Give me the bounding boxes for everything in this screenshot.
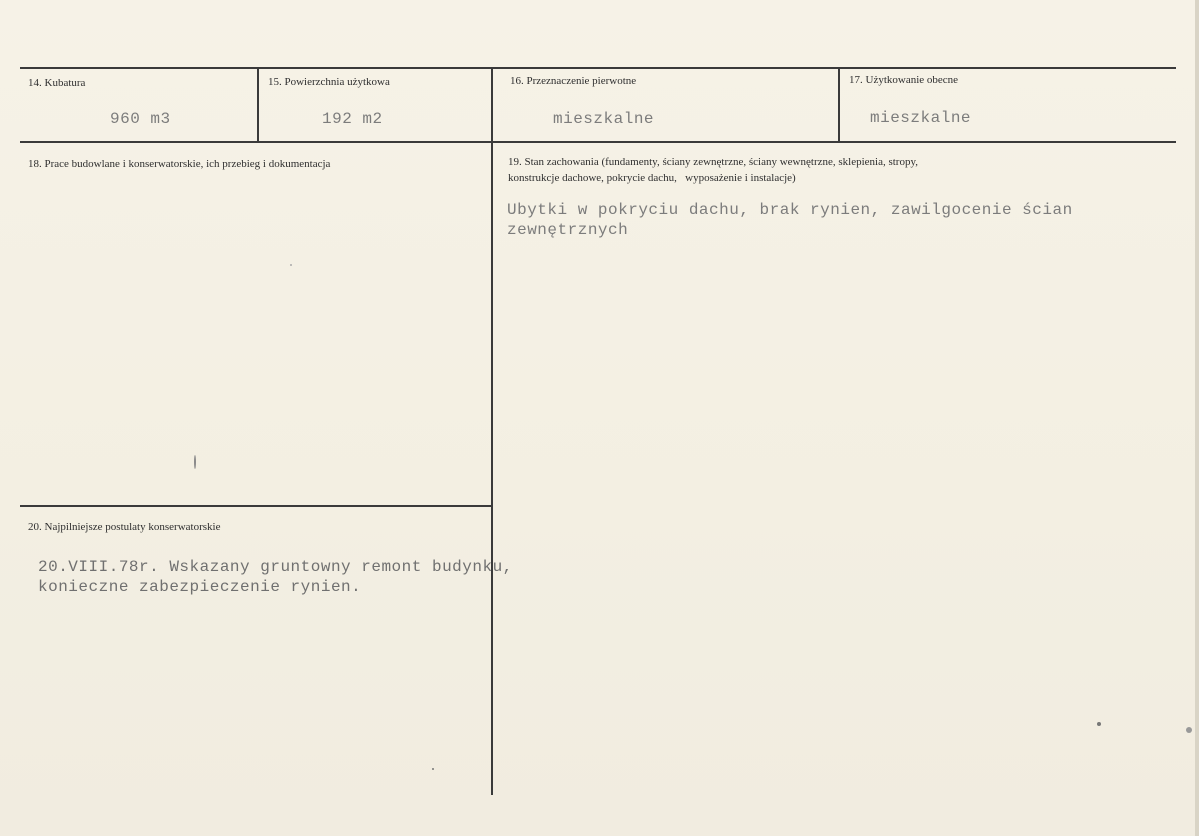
field-15-value: 192 m2 — [322, 110, 383, 128]
field-20-label: 20. Najpilniejsze postulaty konserwatorskie — [28, 521, 221, 533]
field-19-label-line1: 19. Stan zachowania (fundamenty, ściany zewnętrzne, ściany wewnętrzne, sklepienia, stropy, — [508, 156, 919, 168]
field-15-label: 15. Powierzchnia użytkowa — [268, 76, 390, 88]
column-divider-15-16 — [491, 67, 493, 795]
sheet-edge — [1195, 0, 1199, 836]
field-19-value-line1: Ubytki w pokryciu dachu, brak rynien, zawilgocenie ścian — [507, 201, 1073, 219]
paper-speck — [194, 455, 196, 469]
field-17-value: mieszkalne — [870, 109, 972, 127]
field-19-value-line2: zewnętrznych — [507, 221, 629, 239]
column-divider-16-17 — [838, 67, 840, 143]
field-20-value-line1: 20.VIII.78r. Wskazany gruntowny remont budynku, — [38, 558, 513, 576]
paper-speck — [1097, 722, 1101, 726]
row-divider — [20, 141, 1176, 143]
field-19-label-line2: konstrukcje dachowe, pokrycie dachu, wyposażenie i instalacje) — [508, 172, 796, 184]
paper-speck — [290, 264, 292, 266]
field-16-label: 16. Przeznaczenie pierwotne — [510, 75, 637, 87]
field-20-value-line2: konieczne zabezpieczenie rynien. — [38, 578, 362, 596]
field-14-value: 960 m3 — [110, 110, 171, 128]
paper-speck — [432, 768, 434, 770]
field-17-label: 17. Użytkowanie obecne — [849, 74, 959, 86]
field-16-value: mieszkalne — [553, 110, 655, 128]
top-rule — [20, 67, 1176, 69]
paper-speck — [1186, 727, 1192, 733]
section-divider — [20, 505, 491, 507]
field-14-label: 14. Kubatura — [28, 77, 86, 89]
field-18-label: 18. Prace budowlane i konserwatorskie, ich przebieg i dokumentacja — [28, 158, 331, 170]
column-divider-14-15 — [257, 67, 259, 143]
